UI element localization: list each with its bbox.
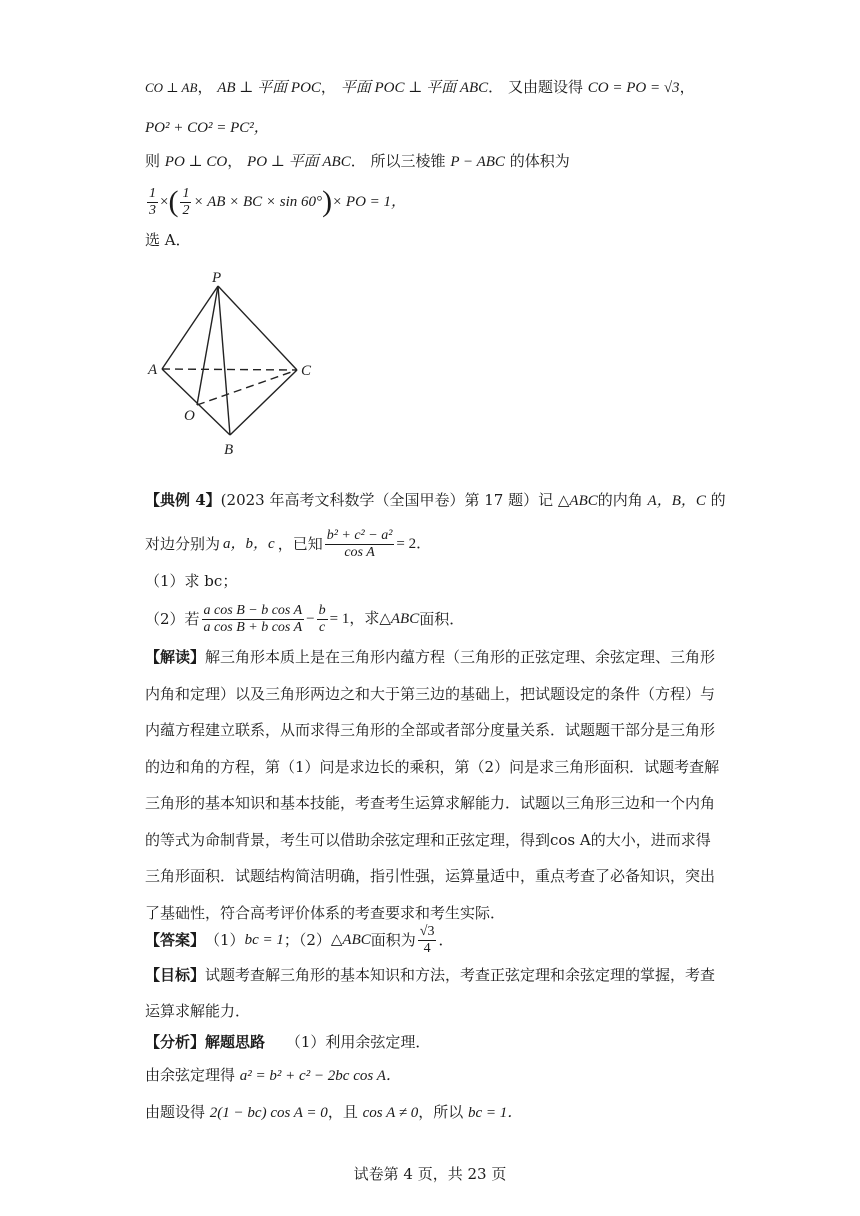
reading-line-6: 的等式为命制背景，考生可以借助余弦定理和正弦定理，得到cos A的大小，进而求得 — [145, 831, 711, 849]
fraction-one-half: $\frac{1}{2}$ — [182, 185, 190, 218]
edge-cb — [230, 370, 297, 435]
analysis-line-1 — [145, 1031, 430, 1053]
answer-area-text: 面积为 — [370, 931, 416, 949]
q2-fraction-bc — [317, 603, 328, 636]
text-volume: 的体积为 — [509, 152, 570, 170]
text-then: 则 — [145, 152, 161, 170]
math-co-perp-ab: CO ⊥ AB — [145, 80, 198, 95]
q2-denominator: a cos B + b cos A — [203, 619, 303, 635]
answer-part1: （1） — [205, 931, 245, 949]
q2-fraction-main — [202, 603, 305, 636]
reading-line-2: 内角和定理）以及三角形两边之和大于第三边的基础上，把试题设定的条件（方程）与 — [145, 685, 716, 703]
edge-pb — [218, 286, 230, 435]
text-opposite-sides: 对边分别为 — [145, 535, 221, 553]
answer-triangle: △ABC — [330, 932, 371, 948]
example-condition — [145, 523, 431, 565]
answer-fraction — [418, 924, 437, 957]
answer-tag: 【答案】 — [145, 931, 206, 949]
goal-line-1 — [145, 964, 715, 986]
condition-denominator: cos A — [344, 544, 375, 560]
math-po-perp-co: PO ⊥ CO — [164, 154, 228, 170]
question-2 — [145, 598, 464, 640]
analysis-line-3 — [145, 1101, 522, 1124]
label-o: O — [184, 408, 195, 424]
reading-line-3: 内蕴方程建立联系，从而求得三角形的全部或者部分度量关系．试题题干部分是三角形 — [145, 721, 716, 739]
derivation-line-1: CO ⊥ AB， AB ⊥ 平面 POC， 平面 POC ⊥ 平面 ABC． 又由题设得 CO = PO = √3， — [145, 78, 695, 96]
page-footer: 试卷第 4 页，共 23 页 — [353, 1165, 507, 1183]
edge-pa — [162, 286, 218, 369]
edge-pc — [218, 286, 297, 370]
analysis-so: ，所以 — [418, 1103, 464, 1121]
angles-abc: A，B，C — [647, 493, 706, 509]
answer-bc: bc = 1 — [244, 932, 284, 948]
text-given: 又由题设得 — [507, 78, 583, 96]
fraction-one-third: $\frac{1}{3}$ — [149, 185, 156, 218]
math-ab-perp-plane: AB ⊥ 平面 POC — [217, 80, 321, 96]
analysis-cosine-text: 由余弦定理得 — [145, 1066, 236, 1084]
math-co-po: CO = PO = √3 — [587, 80, 680, 96]
label-c: C — [301, 363, 312, 379]
q2-equals: = 1，求 — [329, 611, 380, 627]
text-given-2: ，已知 — [277, 535, 323, 553]
text-so: 所以三棱锥 — [370, 152, 446, 170]
analysis-result: bc = 1． — [468, 1105, 523, 1121]
analysis-text: （1）利用余弦定理． — [285, 1033, 431, 1051]
condition-equals: = 2． — [396, 536, 432, 552]
analysis-and: ，且 — [327, 1103, 358, 1121]
derivation-line-3: 则 PO ⊥ CO， PO ⊥ 平面 ABC． 所以三棱锥 P − ABC 的体积为 — [145, 152, 570, 170]
answer-end: ． — [438, 931, 454, 949]
triangle-abc: △ABC — [557, 493, 598, 509]
sides-abc: a，b，c — [223, 536, 275, 552]
analysis-tag: 【分析】 — [145, 1033, 206, 1051]
reading-line-4: 的边和角的方程，第（1）问是求边长的乘积，第（2）问是求三角形面积．试题考查解 — [145, 758, 720, 776]
q2-prefix: （2）若 — [145, 610, 200, 628]
reading-text-1: 解三角形本质上是在三角形内蕴方程（三角形的正弦定理、余弦定理、三角形 — [205, 648, 716, 666]
volume-formula: $\frac{1}{3}$ × ( $\frac{1}{2}$ × AB × BC × sin 60° ) × PO = 1， — [149, 185, 407, 218]
math-po-perp-plane: PO ⊥ 平面 ABC — [247, 154, 351, 170]
analysis-cos-neq: cos A ≠ 0 — [362, 1105, 419, 1121]
edge-oc-hidden — [197, 370, 297, 405]
reading-line-8: 了基础性，符合高考评价体系的考查要求和考生实际． — [145, 904, 506, 922]
math-plane-perp: 平面 POC ⊥ 平面 ABC — [340, 80, 489, 96]
label-a: A — [148, 362, 158, 378]
q2-b: b — [318, 602, 326, 618]
example-heading — [145, 489, 726, 512]
answer-part2: ；（2） — [283, 931, 331, 949]
q2-minus: − — [306, 611, 315, 627]
reading-line-1 — [145, 646, 715, 668]
analysis-line-2 — [145, 1064, 401, 1087]
answer-line — [145, 918, 453, 962]
choice-a: 选 A． — [145, 231, 191, 249]
label-b: B — [224, 442, 234, 458]
text-inner-angles: 的内角 — [597, 491, 643, 509]
label-p: P — [212, 270, 222, 286]
goal-line-2: 运算求解能力． — [145, 1002, 251, 1020]
reading-line-5: 三角形的基本知识和基本技能，考查考生运算求解能力．试题以三角形三边和一个内角 — [145, 794, 716, 812]
answer-denominator: 4 — [423, 940, 431, 956]
question-1: （1）求 bc； — [145, 572, 238, 590]
math-area-expr: × AB × BC × sin 60° — [193, 194, 323, 210]
goal-tag: 【目标】 — [145, 966, 206, 984]
math-pabc: P − ABC — [450, 154, 505, 170]
q2-area: 面积． — [419, 610, 465, 628]
answer-numerator: √3 — [419, 923, 435, 939]
q2-c: c — [319, 619, 326, 635]
edge-ac-hidden — [162, 369, 297, 370]
q2-triangle: △ABC — [379, 611, 420, 627]
reading-tag: 【解读】 — [145, 648, 206, 666]
example-source: (2023 年高考文科数学（全国甲卷）第 17 题）记 — [220, 491, 554, 509]
edge-ab — [162, 369, 230, 435]
example-tag: 【典例 4】 — [145, 491, 221, 509]
tetrahedron-figure — [140, 268, 340, 468]
condition-fraction — [325, 528, 395, 561]
q2-numerator: a cos B − b cos A — [203, 602, 303, 618]
analysis-cosine-formula: a² = b² + c² − 2bc cos A． — [239, 1068, 401, 1084]
analysis-given-eq: 2(1 − bc) cos A = 0 — [209, 1105, 328, 1121]
analysis-given-text: 由题设得 — [145, 1103, 206, 1121]
text-de: 的 — [710, 491, 726, 509]
condition-numerator: b² + c² − a² — [326, 527, 393, 543]
analysis-title: 解题思路 — [205, 1033, 266, 1051]
math-po-eq-1: × PO = 1， — [332, 194, 407, 210]
edge-po — [197, 286, 218, 405]
derivation-line-2: PO² + CO² = PC²， — [145, 120, 269, 136]
goal-text-1: 试题考查解三角形的基本知识和方法，考查正弦定理和余弦定理的掌握，考查 — [205, 966, 716, 984]
reading-line-7: 三角形面积．试题结构简洁明确，指引性强，运算量适中，重点考查了必备知识，突出 — [145, 867, 716, 885]
